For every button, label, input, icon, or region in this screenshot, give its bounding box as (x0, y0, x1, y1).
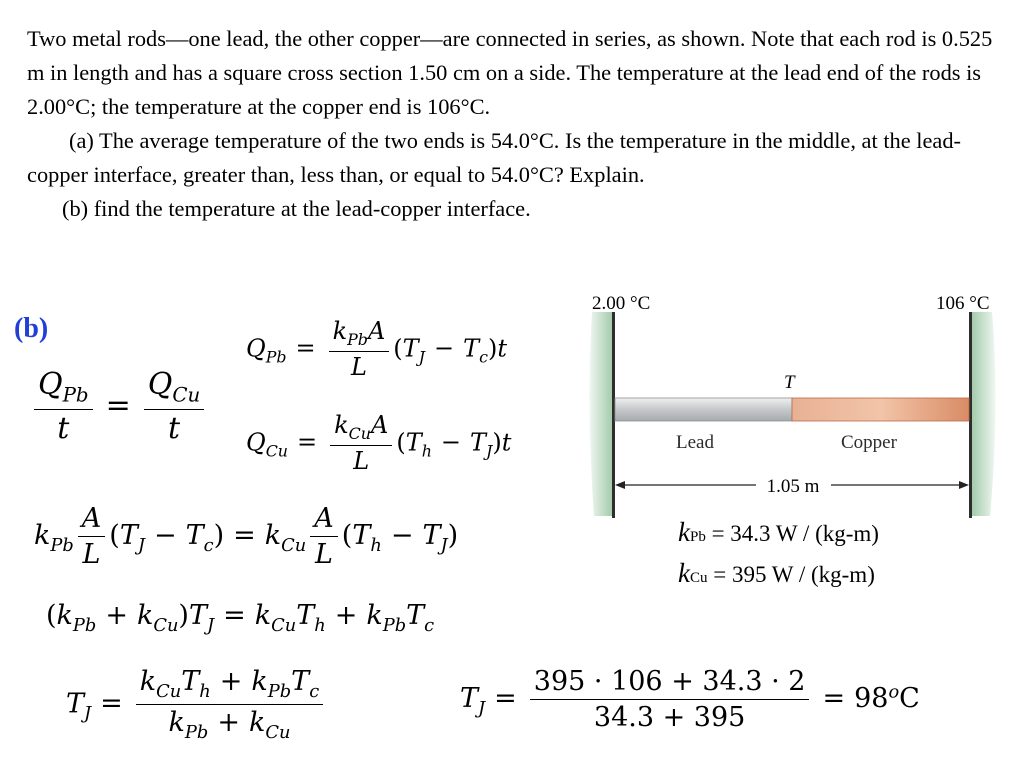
equation-interface-temperature: $T_J$ = $\frac{k_{Cu}T_h + k_{Pb}T_c}{k_{Pb} + k_{Cu}}$ (66, 666, 327, 744)
solution-part-label: (b) (14, 313, 49, 344)
k-subscript-cu: Cu (689, 570, 708, 586)
lead-rod (615, 398, 792, 421)
copper-rod (792, 398, 969, 421)
length-arrow-right-head (959, 481, 969, 489)
k-symbol: k (678, 517, 690, 547)
lead-label: Lead (676, 432, 714, 453)
temp-right-label: 106 °C (936, 293, 990, 314)
equation-combined: $k_{Pb}$ $\frac{A}{L}$ $(T_J - T_c) = k_{Cu}$ $\frac{A}{L}$ $(T_h - T_J)$ (34, 503, 459, 571)
part-b-question: (b) find the temperature at the lead-copper interface. (62, 196, 531, 221)
k-pb-value: = 34.3 W / (kg-m) (705, 521, 879, 546)
problem-statement (27, 22, 1002, 226)
equation-heat-rate-equality: $\frac{Q_{Pb}}{t}$ = $\frac{Q_{Cu}}{t}$ (30, 368, 208, 447)
equation-q-lead: $Q_{Pb}$ = $\frac{k_{Pb}A}{L}$ $(T_J - T_c)t$ (246, 317, 508, 382)
result-value: 98 (854, 683, 889, 715)
k-subscript-pb: Pb (689, 529, 706, 545)
left-wall (612, 312, 615, 518)
right-wall (969, 312, 972, 518)
copper-label: Copper (841, 432, 897, 453)
conductivity-copper (678, 558, 875, 589)
length-arrow-left-head (615, 481, 625, 489)
equation-q-copper: $Q_{Cu}$ = $\frac{k_{Cu}A}{L}$ $(T_h - T_J)t$ (246, 411, 512, 476)
rods-figure (580, 286, 1020, 522)
length-label: 1.05 m (766, 476, 820, 497)
equation-rearranged: $(k_{Pb} + k_{Cu})T_J = k_{Cu}T_h + k_{Pb}T_c$ (46, 600, 435, 636)
interface-temp-label: T (784, 372, 795, 393)
k-cu-value: = 395 W / (kg-m) (707, 562, 875, 587)
equation-numeric-result: $T_J$ = $\frac{395 \cdot 106 + 34.3 \cdot 2}{34.3 + 395}$ = $98^oC$ (460, 666, 920, 734)
part-a-question: (a) The average temperature of the two ends is 54.0°C. Is the temperature in the middle, at the lead-copper interface, greater than, less than, or equal to 54.0°C? Explain. (27, 128, 962, 187)
left-wall-glow (589, 312, 612, 516)
temp-left-label: 2.00 °C (592, 293, 651, 314)
k-symbol: k (678, 558, 690, 588)
right-wall-glow (972, 312, 996, 516)
problem-paragraph: Two metal rods—one lead, the other copper—are connected in series, as shown. Note that each rod is 0.525 m in length and has a square cross section 1.50 cm on a side. The temperature at the lead end of the rods is 2.00°C; the temperature at the copper end is 106°C. (27, 26, 993, 119)
